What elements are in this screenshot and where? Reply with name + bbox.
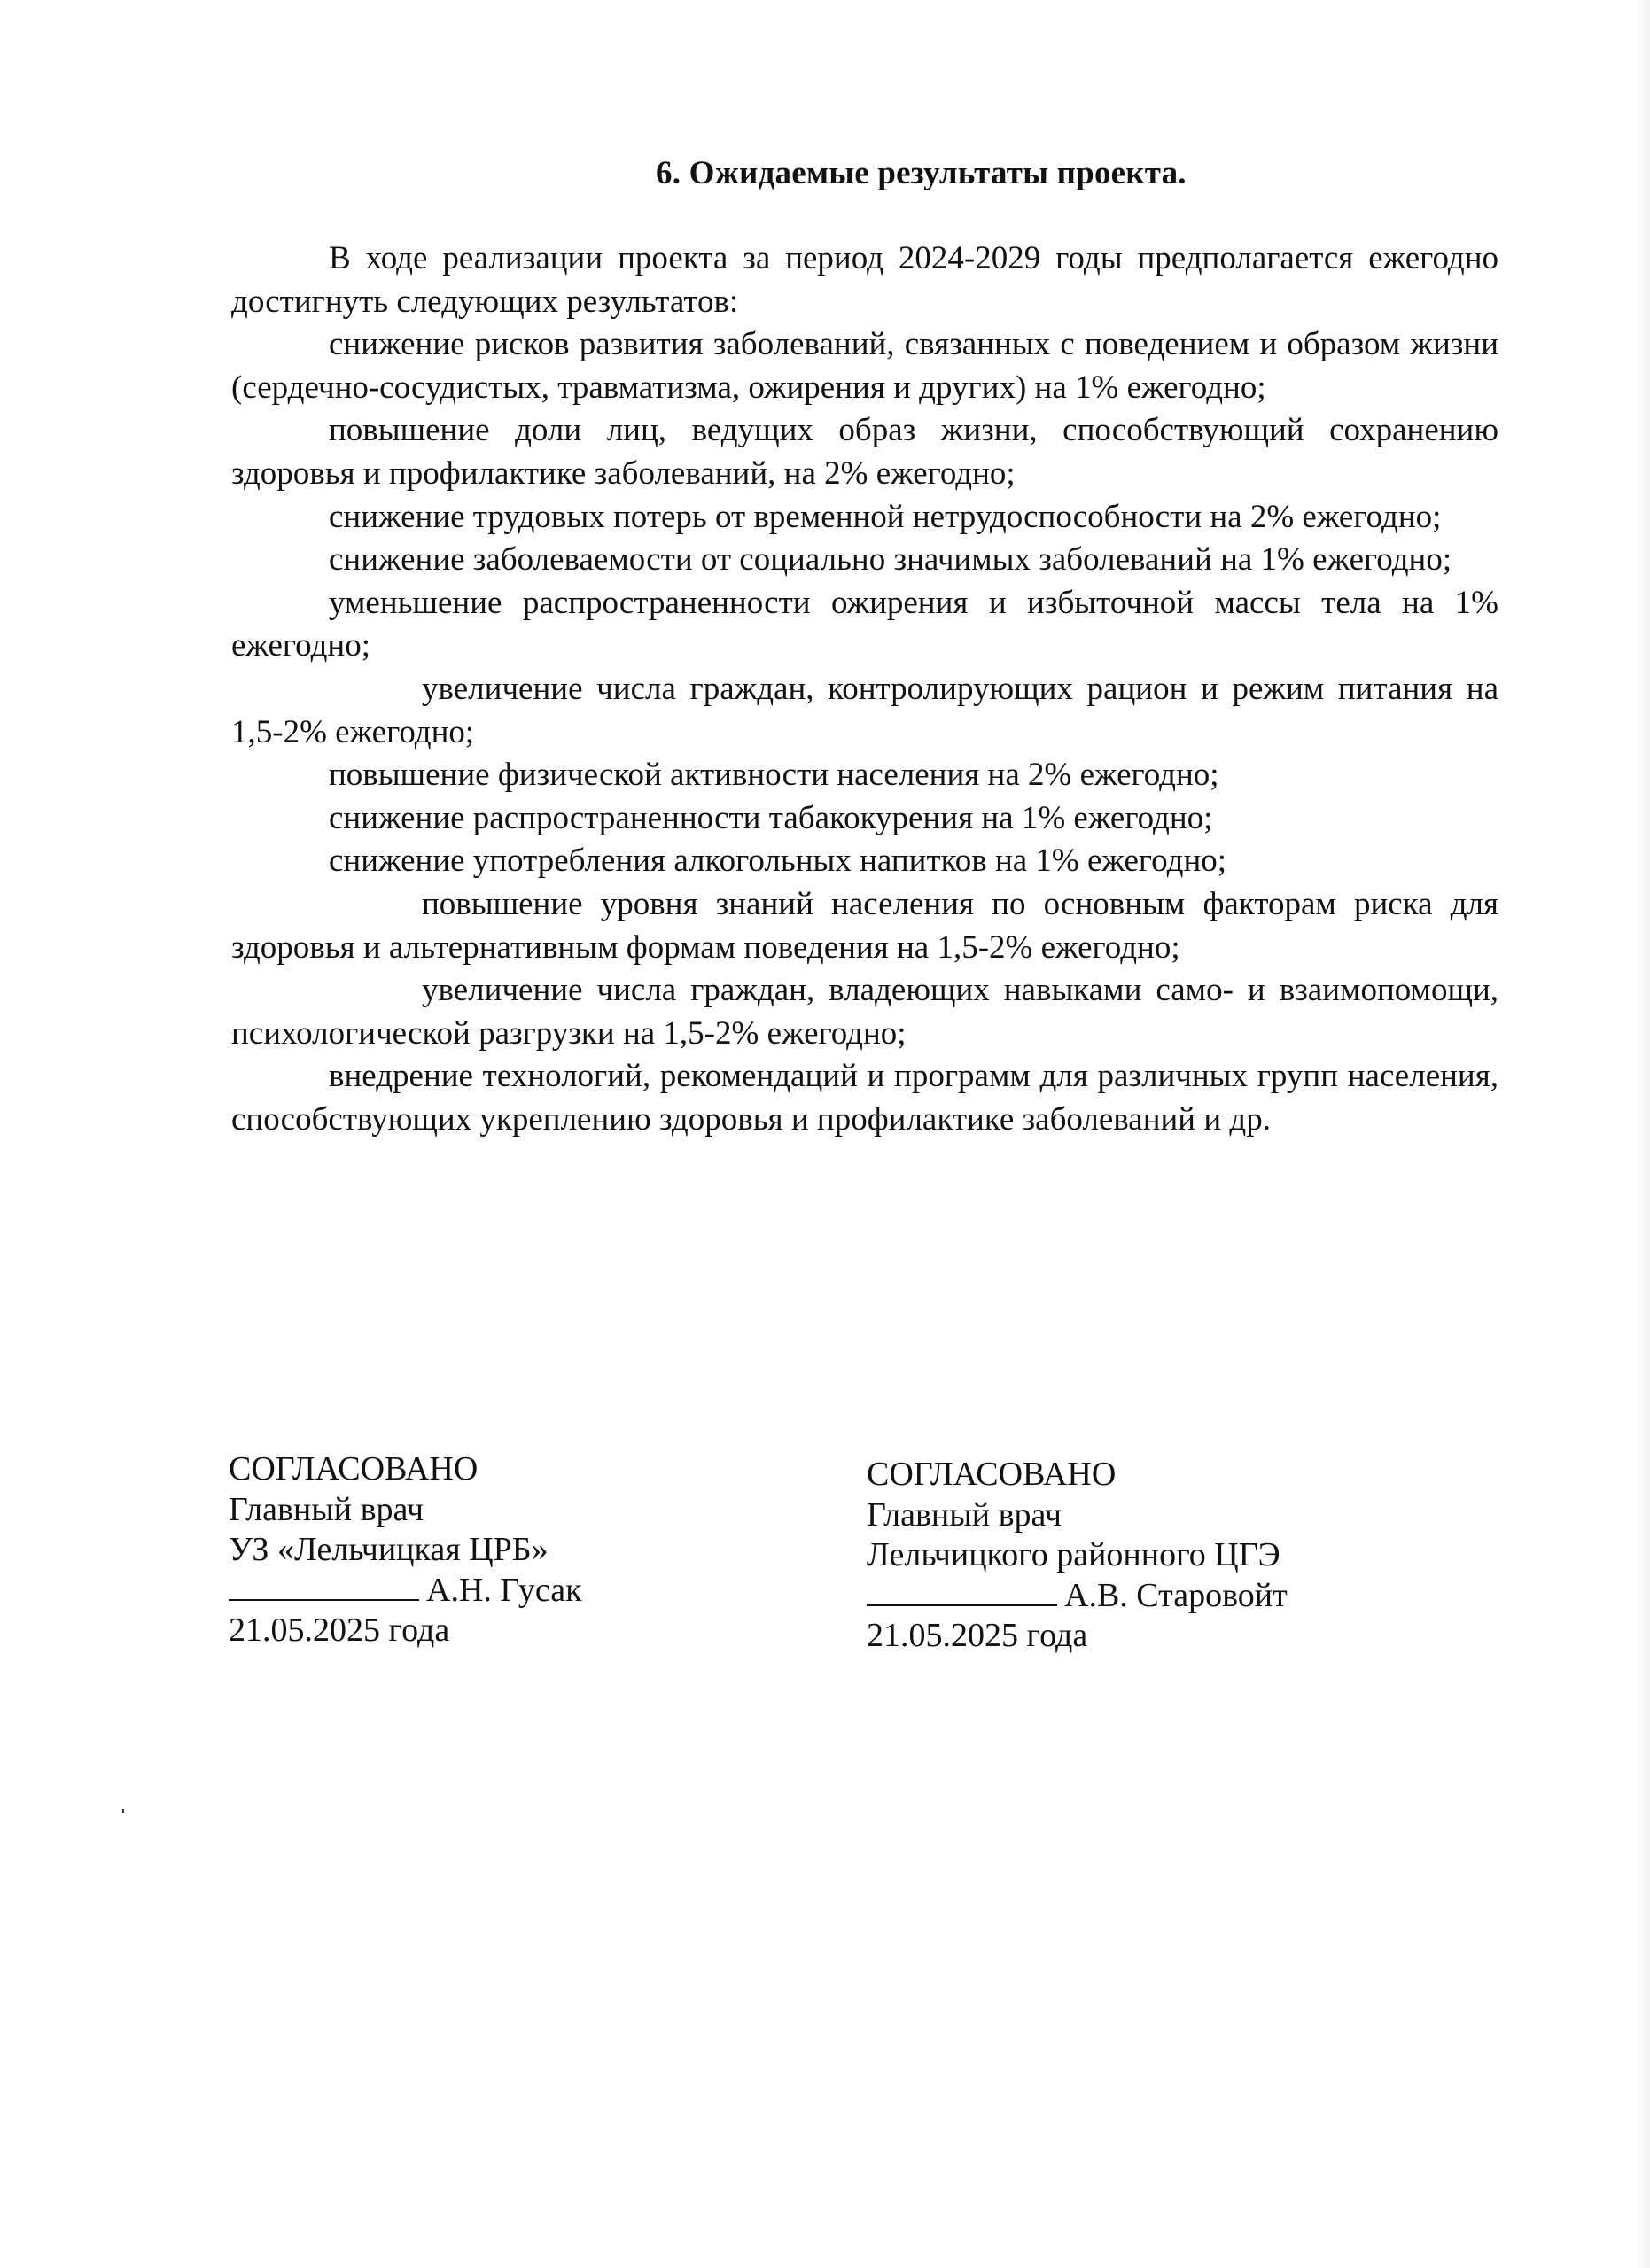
section-heading: 6. Ожидаемые результаты проекта. [656, 155, 1187, 191]
approval-block-crb [229, 1449, 582, 1651]
signature-row [229, 1571, 582, 1612]
result-item: снижение заболеваемости от социально значимых заболеваний на 1% ежегодно; [329, 541, 1452, 579]
results-list [231, 237, 1498, 1141]
scan-speck [122, 1809, 124, 1813]
signature-line [867, 1578, 1057, 1606]
approval-date: 21.05.2025 года [867, 1617, 1088, 1654]
approver-position: Главный врач [867, 1495, 1062, 1534]
approval-block-cge [867, 1455, 1288, 1657]
result-item: снижение распространенности табакокурения на 1% ежегодно; [329, 799, 1213, 836]
scan-edge-shadow [1638, 0, 1650, 2268]
approver-position: Главный врач [229, 1490, 424, 1528]
approver-name: А.Н. Гусак [426, 1571, 582, 1609]
signature-row [867, 1576, 1288, 1617]
result-item: снижение употребления алкогольных напитков на 1% ежегодно; [329, 843, 1227, 880]
result-item: снижение рисков развития заболеваний, связанных с поведением и образом жизни (сердечно-сосудистых, травматизма, ожирения и других) на 1% ежегодно; [231, 326, 1498, 406]
approval-date: 21.05.2025 года [229, 1612, 450, 1649]
result-item: повышение доли лиц, ведущих образ жизни, способствующий сохранению здоровья и профилактике заболеваний, на 2% ежегодно; [231, 412, 1498, 492]
result-item: повышение физической активности населения на 2% ежегодно; [329, 757, 1219, 794]
approval-status: СОГЛАСОВАНО [867, 1456, 1117, 1493]
result-item: внедрение технологий, рекомендаций и программ для различных групп населения, способствующих укреплению здоровья и профилактике заболеваний и др. [231, 1058, 1498, 1138]
intro-paragraph: В ходе реализации проекта за период 2024-2029 годы предполагается ежегодно достигнуть следующих результатов: [231, 240, 1498, 320]
approver-organization: Лельчицкого районного ЦГЭ [867, 1536, 1280, 1573]
result-item: снижение трудовых потерь от временной нетрудоспособности на 2% ежегодно; [329, 498, 1442, 535]
result-item: увеличение числа граждан, владеющих навыками само- и взаимопомощи, психологической разгрузки на 1,5-2% ежегодно; [231, 972, 1498, 1052]
signature-line [229, 1573, 419, 1601]
result-item: увеличение числа граждан, контролирующих рацион и режим питания на 1,5-2% ежегодно; [231, 670, 1498, 750]
approver-name: А.В. Старовойт [1064, 1576, 1288, 1614]
result-item: уменьшение распространенности ожирения и избыточной массы тела на 1% ежегодно; [231, 584, 1498, 664]
result-item: повышение уровня знаний населения по основным факторам риска для здоровья и альтернативным формам поведения на 1,5-2% ежегодно; [231, 885, 1498, 966]
approver-organization: УЗ «Лельчицкая ЦРБ» [229, 1531, 549, 1568]
approval-status: СОГЛАСОВАНО [229, 1450, 479, 1487]
